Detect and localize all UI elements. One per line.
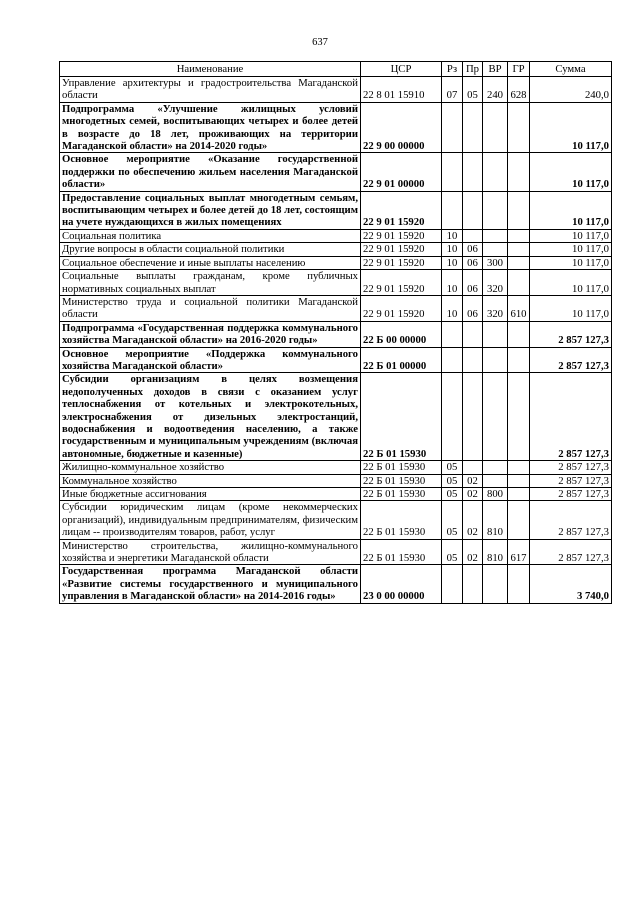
cell-gr	[508, 347, 530, 373]
table-row	[60, 270, 612, 296]
cell-csr: 22 9 00 00000	[361, 102, 442, 153]
cell-name: Социальные выплаты гражданам, кроме публичных нормативных социальных выплат	[60, 270, 361, 296]
cell-sum: 10 117,0	[530, 229, 612, 242]
cell-sum: 2 857 127,3	[530, 501, 612, 539]
cell-gr	[508, 270, 530, 296]
cell-gr	[508, 191, 530, 229]
cell-csr: 22 Б 01 15930	[361, 474, 442, 487]
cell-gr	[508, 243, 530, 256]
header-pr: Пр	[463, 62, 483, 77]
header-sum: Сумма	[530, 62, 612, 77]
cell-rz: 05	[442, 539, 463, 565]
cell-pr	[463, 191, 483, 229]
cell-pr: 02	[463, 501, 483, 539]
cell-sum: 2 857 127,3	[530, 347, 612, 373]
cell-gr	[508, 229, 530, 242]
header-csr: ЦСР	[361, 62, 442, 77]
cell-vr: 320	[483, 295, 508, 321]
cell-vr: 240	[483, 77, 508, 103]
cell-rz	[442, 321, 463, 347]
cell-pr	[463, 102, 483, 153]
cell-pr: 06	[463, 243, 483, 256]
cell-pr: 06	[463, 295, 483, 321]
cell-vr: 800	[483, 488, 508, 501]
cell-pr: 05	[463, 77, 483, 103]
cell-csr: 22 9 01 15920	[361, 243, 442, 256]
cell-gr	[508, 501, 530, 539]
cell-gr: 617	[508, 539, 530, 565]
cell-rz	[442, 565, 463, 603]
cell-vr: 300	[483, 256, 508, 269]
cell-csr: 22 9 01 15920	[361, 270, 442, 296]
cell-pr	[463, 461, 483, 474]
cell-rz: 05	[442, 461, 463, 474]
cell-rz: 10	[442, 243, 463, 256]
cell-rz: 10	[442, 229, 463, 242]
cell-gr	[508, 321, 530, 347]
cell-name: Субсидии организациям в целях возмещения недополученных доходов в связи с оказанием услуг теплоснабжения от котельных и электрокотельных, электроснабжения от дизельных электростанций, водоснабжения и водоотведения населению, а также государственным и муниципальным учреждениям (включая автономные, бюджетные и казенные)	[60, 373, 361, 461]
cell-name: Основное мероприятие «Поддержка коммунального хозяйства Магаданской области»	[60, 347, 361, 373]
cell-csr: 22 9 01 15920	[361, 229, 442, 242]
cell-csr: 22 9 01 00000	[361, 153, 442, 191]
cell-csr: 22 Б 01 15930	[361, 488, 442, 501]
cell-vr	[483, 373, 508, 461]
cell-name: Другие вопросы в области социальной политики	[60, 243, 361, 256]
cell-csr: 22 9 01 15920	[361, 256, 442, 269]
cell-rz	[442, 373, 463, 461]
table-row	[60, 191, 612, 229]
cell-rz: 10	[442, 256, 463, 269]
table-row	[60, 256, 612, 269]
cell-rz: 10	[442, 270, 463, 296]
cell-vr: 810	[483, 539, 508, 565]
cell-rz: 10	[442, 295, 463, 321]
table-row	[60, 565, 612, 603]
cell-csr: 22 9 01 15920	[361, 295, 442, 321]
table-body	[60, 77, 612, 604]
cell-sum: 10 117,0	[530, 256, 612, 269]
cell-vr	[483, 153, 508, 191]
cell-csr: 22 Б 00 00000	[361, 321, 442, 347]
cell-gr	[508, 565, 530, 603]
cell-pr: 02	[463, 539, 483, 565]
cell-rz: 05	[442, 488, 463, 501]
header-gr: ГР	[508, 62, 530, 77]
header-rz: Рз	[442, 62, 463, 77]
table-row	[60, 153, 612, 191]
cell-name: Иные бюджетные ассигнования	[60, 488, 361, 501]
cell-sum: 10 117,0	[530, 295, 612, 321]
cell-vr	[483, 229, 508, 242]
cell-name: Министерство строительства, жилищно-коммунального хозяйства и энергетики Магаданской области	[60, 539, 361, 565]
table-row	[60, 102, 612, 153]
table-row	[60, 373, 612, 461]
cell-gr	[508, 153, 530, 191]
table-row	[60, 461, 612, 474]
cell-gr	[508, 102, 530, 153]
table-row	[60, 539, 612, 565]
cell-rz	[442, 153, 463, 191]
cell-csr: 22 Б 01 15930	[361, 373, 442, 461]
cell-sum: 2 857 127,3	[530, 373, 612, 461]
cell-rz	[442, 191, 463, 229]
cell-gr	[508, 488, 530, 501]
table-row	[60, 77, 612, 103]
cell-name: Основное мероприятие «Оказание государственной поддержки по обеспечению жильем населения Магаданской области»	[60, 153, 361, 191]
cell-vr: 810	[483, 501, 508, 539]
cell-csr: 22 Б 01 15930	[361, 539, 442, 565]
table-row	[60, 501, 612, 539]
cell-pr	[463, 229, 483, 242]
cell-sum: 10 117,0	[530, 102, 612, 153]
cell-vr	[483, 474, 508, 487]
cell-sum: 10 117,0	[530, 243, 612, 256]
cell-vr	[483, 102, 508, 153]
cell-vr	[483, 243, 508, 256]
cell-vr	[483, 321, 508, 347]
budget-table	[59, 61, 612, 604]
table-row	[60, 229, 612, 242]
cell-name: Министерство труда и социальной политики Магаданской области	[60, 295, 361, 321]
cell-csr: 22 9 01 15920	[361, 191, 442, 229]
cell-rz: 07	[442, 77, 463, 103]
cell-vr	[483, 461, 508, 474]
cell-pr: 02	[463, 488, 483, 501]
cell-csr: 22 Б 01 15930	[361, 501, 442, 539]
cell-pr	[463, 153, 483, 191]
cell-gr	[508, 373, 530, 461]
cell-sum: 10 117,0	[530, 191, 612, 229]
cell-name: Социальная политика	[60, 229, 361, 242]
cell-name: Коммунальное хозяйство	[60, 474, 361, 487]
cell-sum: 10 117,0	[530, 153, 612, 191]
cell-gr: 628	[508, 77, 530, 103]
table-row	[60, 488, 612, 501]
cell-gr	[508, 256, 530, 269]
cell-pr: 06	[463, 270, 483, 296]
table-row	[60, 347, 612, 373]
cell-vr	[483, 191, 508, 229]
cell-vr	[483, 347, 508, 373]
cell-rz	[442, 102, 463, 153]
cell-sum: 240,0	[530, 77, 612, 103]
cell-sum: 2 857 127,3	[530, 539, 612, 565]
cell-name: Социальное обеспечение и иные выплаты населению	[60, 256, 361, 269]
cell-name: Жилищно-коммунальное хозяйство	[60, 461, 361, 474]
table-row	[60, 474, 612, 487]
cell-csr: 22 Б 01 00000	[361, 347, 442, 373]
cell-sum: 2 857 127,3	[530, 461, 612, 474]
page-number: 637	[312, 37, 328, 48]
cell-sum: 3 740,0	[530, 565, 612, 603]
cell-pr	[463, 565, 483, 603]
header-name: Наименование	[60, 62, 361, 77]
table-row	[60, 321, 612, 347]
cell-vr: 320	[483, 270, 508, 296]
cell-pr	[463, 321, 483, 347]
cell-csr: 22 8 01 15910	[361, 77, 442, 103]
header-vr: ВР	[483, 62, 508, 77]
cell-name: Управление архитектуры и градостроительства Магаданской области	[60, 77, 361, 103]
cell-sum: 2 857 127,3	[530, 474, 612, 487]
cell-pr	[463, 373, 483, 461]
table-header-row	[60, 62, 612, 77]
cell-pr: 02	[463, 474, 483, 487]
cell-rz: 05	[442, 474, 463, 487]
cell-csr: 23 0 00 00000	[361, 565, 442, 603]
cell-gr: 610	[508, 295, 530, 321]
cell-rz	[442, 347, 463, 373]
cell-sum: 10 117,0	[530, 270, 612, 296]
cell-sum: 2 857 127,3	[530, 321, 612, 347]
cell-name: Государственная программа Магаданской области «Развитие системы государственного и муниципального управления в Магаданской области» на 2014-2016 годы»	[60, 565, 361, 603]
table-row	[60, 295, 612, 321]
cell-name: Предоставление социальных выплат многодетным семьям, воспитывающим четырех и более детей до 18 лет, состоящим на учете нуждающихся в жилых помещениях	[60, 191, 361, 229]
cell-gr	[508, 474, 530, 487]
cell-rz: 05	[442, 501, 463, 539]
cell-name: Подпрограмма «Государственная поддержка коммунального хозяйства Магаданской области» на 2016-2020 годы»	[60, 321, 361, 347]
cell-csr: 22 Б 01 15930	[361, 461, 442, 474]
cell-name: Подпрограмма «Улучшение жилищных условий многодетных семей, воспитывающих четырех и более детей в возрасте до 18 лет, проживающих на территории Магаданской области» на 2014-2020 годы»	[60, 102, 361, 153]
cell-name: Субсидии юридическим лицам (кроме некоммерческих организаций), индивидуальным предпринимателям, физическим лицам -- производителям товаров, работ, услуг	[60, 501, 361, 539]
table-row	[60, 243, 612, 256]
cell-pr	[463, 347, 483, 373]
cell-pr: 06	[463, 256, 483, 269]
cell-vr	[483, 565, 508, 603]
cell-sum: 2 857 127,3	[530, 488, 612, 501]
cell-gr	[508, 461, 530, 474]
